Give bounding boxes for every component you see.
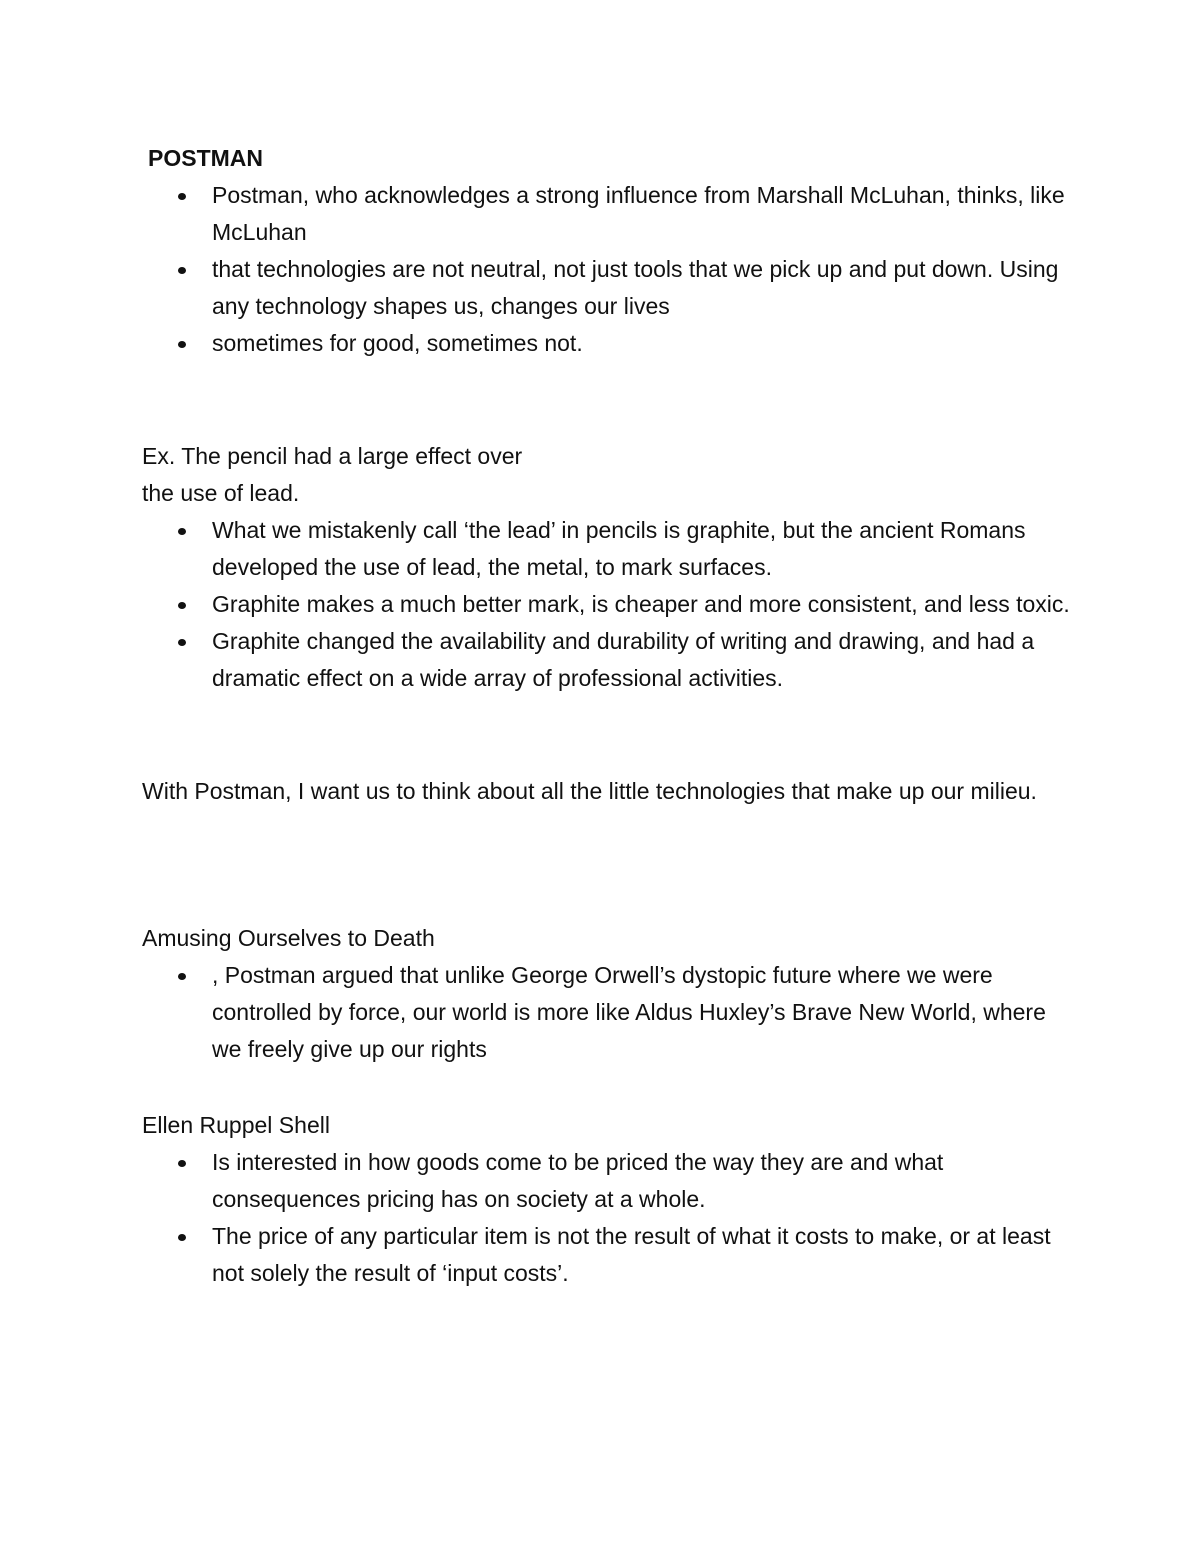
bullet-icon (178, 193, 186, 200)
section-heading: POSTMAN (148, 145, 263, 171)
section-pencil-example (142, 438, 1072, 697)
paragraph: With Postman, I want us to think about all the little technologies that make up our milieu. (142, 778, 1037, 804)
bullet-icon (178, 1234, 186, 1241)
example-heading-line: the use of lead. (142, 480, 300, 506)
bullet-icon (178, 639, 186, 646)
list-item: that technologies are not neutral, not just tools that we pick up and put down. Using any technology shapes us, changes our lives (142, 251, 1072, 325)
bullet-icon (178, 1160, 186, 1167)
bullet-icon (178, 602, 186, 609)
list-item: The price of any particular item is not the result of what it costs to make, or at least not solely the result of ‘input costs’. (142, 1218, 1072, 1292)
bullet-list (142, 177, 1072, 362)
bullet-icon (178, 341, 186, 348)
bullet-list (142, 1144, 1072, 1292)
bullet-icon (178, 267, 186, 274)
list-item: sometimes for good, sometimes not. (142, 325, 1072, 362)
list-item: Graphite changed the availability and durability of writing and drawing, and had a dramatic effect on a wide array of professional activities. (142, 623, 1072, 697)
section-amusing-ourselves (142, 920, 1072, 1068)
bullet-icon (178, 973, 186, 980)
list-item: , Postman argued that unlike George Orwell’s dystopic future where we were controlled by force, our world is more like Aldus Huxley’s Brave New World, where we freely give up our rights (142, 957, 1072, 1068)
list-item: Is interested in how goods come to be priced the way they are and what consequences pricing has on society at a whole. (142, 1144, 1072, 1218)
list-item: What we mistakenly call ‘the lead’ in pencils is graphite, but the ancient Romans developed the use of lead, the metal, to mark surfaces. (142, 512, 1072, 586)
bullet-list (142, 957, 1072, 1068)
list-item: Graphite makes a much better mark, is cheaper and more consistent, and less toxic. (142, 586, 1072, 623)
example-heading-line: Ex. The pencil had a large effect over (142, 443, 523, 469)
section-heading: Ellen Ruppel Shell (142, 1112, 330, 1138)
section-postman (142, 140, 1072, 362)
bullet-icon (178, 528, 186, 535)
section-milieu-paragraph (142, 773, 1072, 810)
section-ellen-ruppel-shell (142, 1107, 1072, 1292)
list-item: Postman, who acknowledges a strong influence from Marshall McLuhan, thinks, like McLuhan (142, 177, 1072, 251)
bullet-list (142, 512, 1072, 697)
section-heading: Amusing Ourselves to Death (142, 925, 435, 951)
